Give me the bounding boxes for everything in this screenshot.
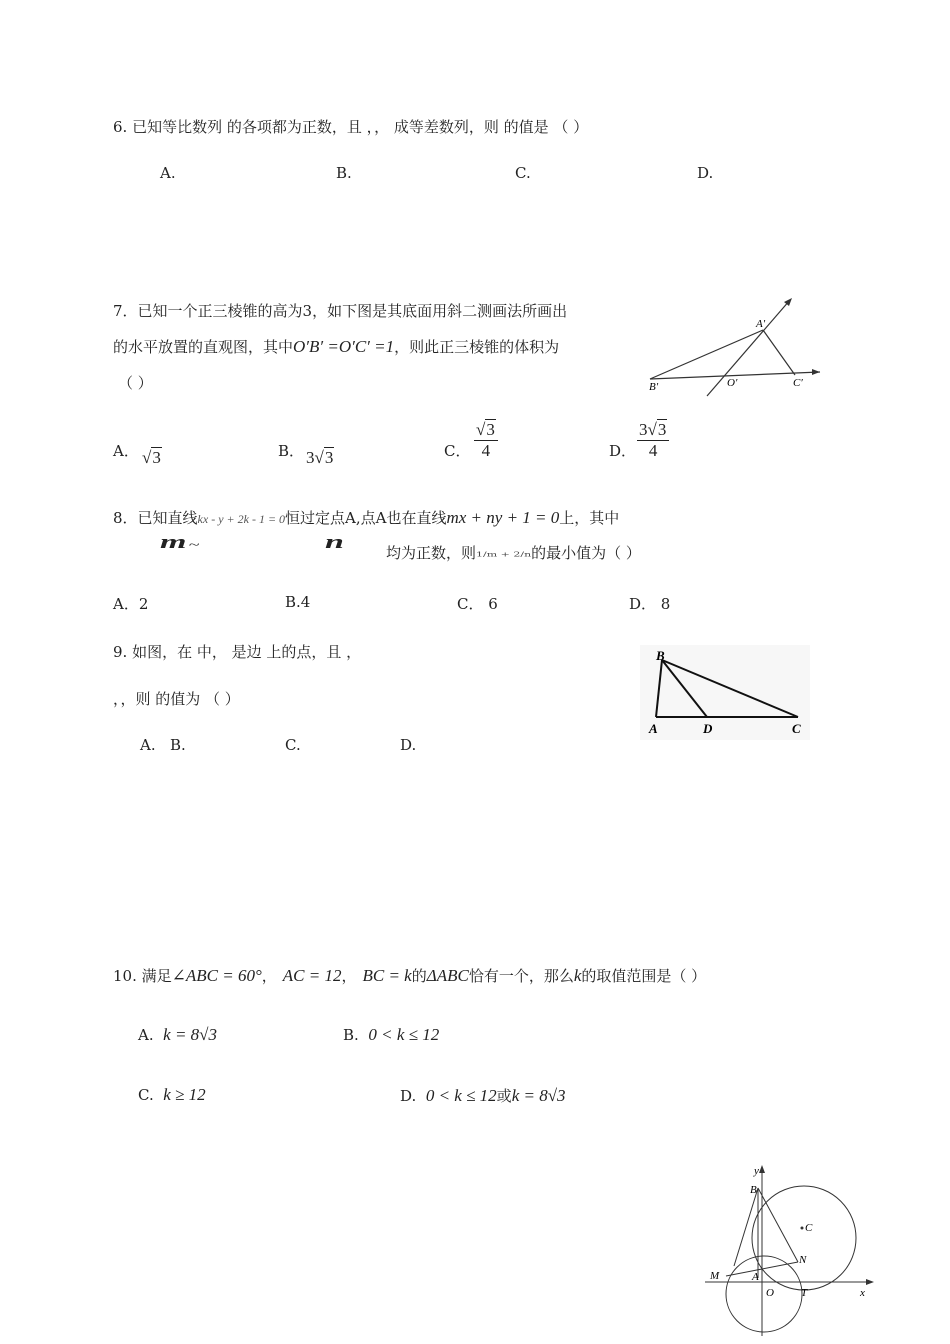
q7-oblique-figure: [645, 292, 830, 402]
q8-line1-a: 8．已知直线: [113, 509, 198, 527]
q10-option-d-value-a: 0 < k ≤ 12: [425, 1086, 497, 1105]
q8-line2: [386, 542, 641, 563]
q10-option-b-value: 0 < k ≤ 12: [368, 1025, 440, 1044]
q7-line2-text: 的水平放置的直观图，其中: [113, 338, 294, 356]
q10-stem-b: 的: [411, 967, 427, 985]
q7-paren: （ ）: [118, 374, 153, 392]
q7-option-a-value: √3: [142, 448, 161, 467]
q7-option-b-label: B．: [278, 442, 305, 460]
q10-triangle: ΔABC: [426, 966, 469, 985]
q7-option-d-value: $\frac{3√3}{4}$: [637, 420, 669, 461]
q6-option-d: D.: [697, 164, 714, 182]
q8-line1: [113, 507, 619, 528]
q7-option-c-label: C．: [444, 442, 471, 460]
q8-line1-c: 上，其中: [559, 509, 620, 527]
q6-option-b: B.: [336, 164, 352, 182]
q9-label-a: A: [649, 721, 658, 736]
circle-label-a: A: [752, 1271, 759, 1283]
q8-n-symbol: n: [325, 532, 344, 553]
q10-option-d: [400, 1085, 566, 1106]
q7-label-c: C′: [793, 377, 803, 389]
q9-line2: ，，则 的值为 （ ）: [113, 690, 240, 708]
q7-option-d-label: D．: [609, 442, 637, 460]
q8-line2-b: 的最小值为（ ）: [531, 544, 641, 562]
q7-condition: O′B′ =O′C′ =1: [293, 337, 395, 356]
circle-figure: [700, 1158, 880, 1338]
circle-label-b: B: [750, 1184, 757, 1196]
q6-option-c: C.: [515, 164, 531, 182]
circle-label-m: M: [710, 1270, 720, 1282]
q8-line1-eq2: mx + ny + 1 = 0: [446, 508, 560, 527]
q10-k: k: [573, 966, 582, 985]
q9-option-b: B.: [170, 736, 186, 754]
q9-option-c: C.: [285, 736, 301, 754]
q10-ac: AC = 12: [282, 966, 342, 985]
q7-label-o: O′: [727, 377, 738, 389]
circle-label-x: x: [860, 1287, 865, 1299]
q10-option-a: [138, 1025, 217, 1045]
q10-stem-c: 恰有一个，那么: [468, 967, 574, 985]
q6-stem: 6. 已知等比数列 的各项都为正数，且 ，， 成等差数列，则 的值是 （ ）: [113, 118, 589, 136]
q10-option-a-value: k = 8√3: [163, 1025, 218, 1044]
q6-option-a: A.: [160, 164, 176, 182]
q7-line1: 7．已知一个正三棱锥的高为3，如下图是其底面用斜二测画法所画出: [113, 302, 568, 320]
circle-label-y: y: [754, 1165, 759, 1177]
q7-option-a-label: A．: [113, 442, 139, 460]
q8-option-a: A．2: [113, 595, 149, 613]
circle-label-c: C: [805, 1222, 813, 1234]
q10-option-b-label: B.: [343, 1026, 359, 1044]
q9-line1: 9. 如图，在 中， 是边 上的点，且 ，: [113, 643, 362, 661]
q10-option-c-value: k ≥ 12: [163, 1085, 206, 1104]
q8-option-c: C． 6: [457, 595, 498, 613]
q8-option-b: B.4: [285, 593, 311, 611]
circle-label-n: N: [799, 1254, 807, 1266]
q8-line1-eq: kx - y + 2k - 1 = 0: [197, 512, 286, 526]
q9-option-d: D.: [400, 736, 417, 754]
q9-label-b: B: [656, 648, 665, 663]
q10-angle: ∠ABC = 60°: [171, 966, 262, 985]
q8-m-symbol: m~: [160, 532, 202, 553]
q7-line2-tail: ，则此正三棱锥的体积为: [394, 338, 560, 356]
q7-option-b-value: 3√3: [306, 448, 334, 467]
q10-bc: BC = k: [362, 966, 412, 985]
q10-stem: 10. 满足∠ABC = 60°， AC = 12， BC = k的ΔABC恰有一个，那么k的取值范围是（ ）: [113, 966, 707, 985]
q7-label-b: B′: [649, 381, 659, 393]
q8-expression: 1/m + 2/n: [476, 550, 532, 559]
q8-line1-b: 恒过定点A,点A也在直线: [285, 509, 447, 527]
q10-option-b: [343, 1025, 439, 1045]
q10-option-d-mid: 或: [496, 1087, 512, 1105]
q7-option-c-value: $\frac{√3}{4}$: [474, 420, 498, 461]
circle-label-t: T: [801, 1287, 808, 1299]
q9-label-d: D: [703, 721, 713, 736]
q10-stem-d: 的取值范围是（ ）: [581, 967, 707, 985]
q10-option-a-label: A.: [138, 1026, 154, 1044]
q9-option-a: A.: [140, 736, 156, 754]
q8-m-glyph: m: [160, 532, 189, 553]
q9-label-c: C: [792, 721, 801, 736]
q8-option-d: D． 8: [629, 595, 671, 613]
q10-option-c-label: C.: [138, 1086, 154, 1104]
q10-option-d-value-b: k = 8√3: [511, 1086, 566, 1105]
circle-label-o: O: [766, 1287, 774, 1299]
q7-label-a: A′: [756, 318, 766, 330]
q8-line2-a: 均为正数，则: [386, 544, 477, 562]
q10-stem-a: 10. 满足: [113, 967, 172, 985]
q7-line2: [113, 336, 559, 357]
q10-option-c: [138, 1085, 206, 1105]
q9-triangle-figure: [640, 645, 810, 740]
q10-option-d-label: D.: [400, 1087, 417, 1105]
